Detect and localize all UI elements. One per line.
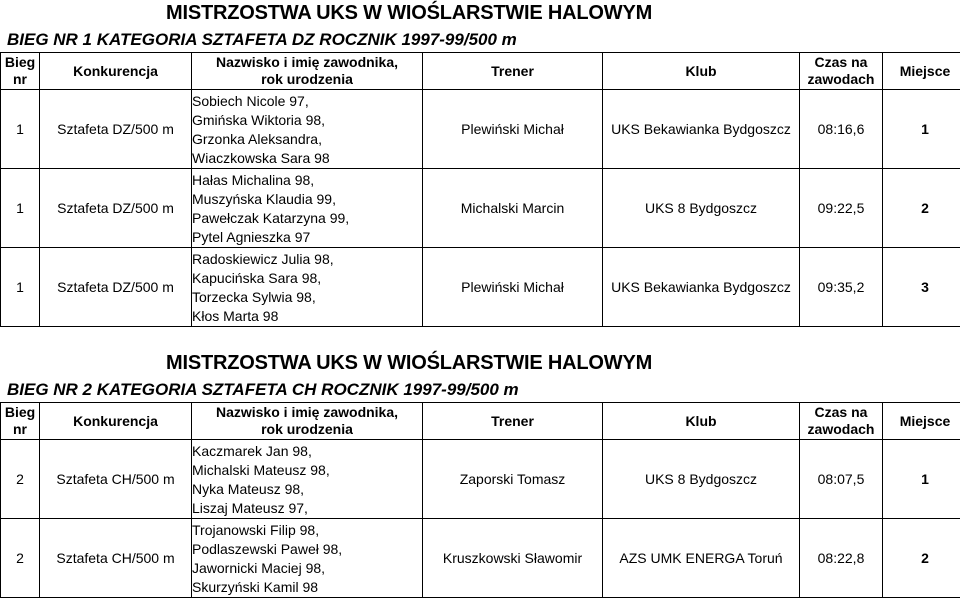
cell-czas: 08:07,5 — [800, 440, 883, 519]
cell-konkurencja: Sztafeta CH/500 m — [40, 440, 192, 519]
athlete-name: Wiaczkowska Sara 98 — [192, 150, 330, 166]
cell-names — [192, 90, 423, 169]
cell-czas: 09:35,2 — [800, 248, 883, 327]
cell-konkurencja: Sztafeta CH/500 m — [40, 519, 192, 598]
cell-klub: AZS UMK ENERGA Toruń — [603, 519, 800, 598]
cell-klub: UKS 8 Bydgoszcz — [603, 440, 800, 519]
header-czas: Czas na zawodach — [800, 403, 883, 440]
header-trener: Trener — [423, 403, 603, 440]
table-header-row — [1, 53, 960, 90]
cell-trener: Plewiński Michał — [423, 248, 603, 327]
athlete-name: Radoskiewicz Julia 98, — [192, 251, 334, 267]
athlete-name: Liszaj Mateusz 97, — [192, 500, 308, 516]
cell-bieg: 2 — [1, 440, 40, 519]
header-klub: Klub — [603, 53, 800, 90]
table-row — [1, 519, 960, 598]
header-konkurencja: Konkurencja — [40, 53, 192, 90]
cell-klub: UKS 8 Bydgoszcz — [603, 169, 800, 248]
results-table — [0, 52, 960, 327]
race-subtitle: BIEG NR 2 KATEGORIA SZTAFETA CH ROCZNIK 1997-99/500 m — [7, 380, 519, 399]
athlete-name: Hałas Michalina 98, — [192, 172, 315, 188]
cell-trener: Kruszkowski Sławomir — [423, 519, 603, 598]
cell-bieg: 1 — [1, 248, 40, 327]
table-row — [1, 169, 960, 248]
cell-miejsce: 1 — [883, 440, 960, 519]
athlete-name: Kaczmarek Jan 98, — [192, 443, 312, 459]
cell-miejsce: 2 — [883, 519, 960, 598]
header-miejsce: Miejsce — [883, 53, 960, 90]
header-czas: Czas na zawodach — [800, 53, 883, 90]
cell-klub: UKS Bekawianka Bydgoszcz — [603, 90, 800, 169]
cell-miejsce: 1 — [883, 90, 960, 169]
header-names: Nazwisko i imię zawodnika, rok urodzenia — [192, 53, 423, 90]
table-header-row — [1, 403, 960, 440]
cell-czas: 09:22,5 — [800, 169, 883, 248]
athlete-name: Pawełczak Katarzyna 99, — [192, 210, 350, 226]
athlete-name: Michalski Mateusz 98, — [192, 462, 330, 478]
table-row — [1, 90, 960, 169]
championship-title: MISTRZOSTWA UKS W WIOŚLARSTWIE HALOWYM — [166, 2, 653, 24]
cell-miejsce: 2 — [883, 169, 960, 248]
athlete-name: Grzonka Aleksandra, — [192, 131, 322, 147]
athlete-name: Jawornicki Maciej 98, — [192, 560, 326, 576]
cell-czas: 08:22,8 — [800, 519, 883, 598]
athlete-name: Trojanowski Filip 98, — [192, 522, 320, 538]
athlete-name: Muszyńska Klaudia 99, — [192, 191, 336, 207]
athlete-name: Gmińska Wiktoria 98, — [192, 112, 326, 128]
cell-names — [192, 519, 423, 598]
cell-miejsce: 3 — [883, 248, 960, 327]
championship-title: MISTRZOSTWA UKS W WIOŚLARSTWIE HALOWYM — [166, 352, 653, 374]
cell-bieg: 1 — [1, 90, 40, 169]
table-row — [1, 440, 960, 519]
header-klub: Klub — [603, 403, 800, 440]
header-bieg: Bieg nr — [1, 403, 40, 440]
header-bieg: Bieg nr — [1, 53, 40, 90]
athlete-name: Torzecka Sylwia 98, — [192, 289, 316, 305]
race-subtitle: BIEG NR 1 KATEGORIA SZTAFETA DZ ROCZNIK 1997-99/500 m — [7, 30, 517, 49]
results-table — [0, 402, 960, 598]
cell-bieg: 2 — [1, 519, 40, 598]
cell-names — [192, 440, 423, 519]
cell-klub: UKS Bekawianka Bydgoszcz — [603, 248, 800, 327]
header-konkurencja: Konkurencja — [40, 403, 192, 440]
cell-names — [192, 248, 423, 327]
cell-konkurencja: Sztafeta DZ/500 m — [40, 248, 192, 327]
table-row — [1, 248, 960, 327]
cell-trener: Michalski Marcin — [423, 169, 603, 248]
athlete-name: Pytel Agnieszka 97 — [192, 229, 311, 245]
cell-trener: Zaporski Tomasz — [423, 440, 603, 519]
header-names: Nazwisko i imię zawodnika, rok urodzenia — [192, 403, 423, 440]
cell-trener: Plewiński Michał — [423, 90, 603, 169]
athlete-name: Nyka Mateusz 98, — [192, 481, 305, 497]
cell-konkurencja: Sztafeta DZ/500 m — [40, 90, 192, 169]
header-trener: Trener — [423, 53, 603, 90]
cell-names — [192, 169, 423, 248]
cell-czas: 08:16,6 — [800, 90, 883, 169]
athlete-name: Skurzyński Kamil 98 — [192, 579, 319, 595]
cell-bieg: 1 — [1, 169, 40, 248]
athlete-name: Kapucińska Sara 98, — [192, 270, 322, 286]
athlete-name: Kłos Marta 98 — [192, 308, 279, 324]
athlete-name: Sobiech Nicole 97, — [192, 93, 309, 109]
cell-konkurencja: Sztafeta DZ/500 m — [40, 169, 192, 248]
header-miejsce: Miejsce — [883, 403, 960, 440]
athlete-name: Podlaszewski Paweł 98, — [192, 541, 343, 557]
